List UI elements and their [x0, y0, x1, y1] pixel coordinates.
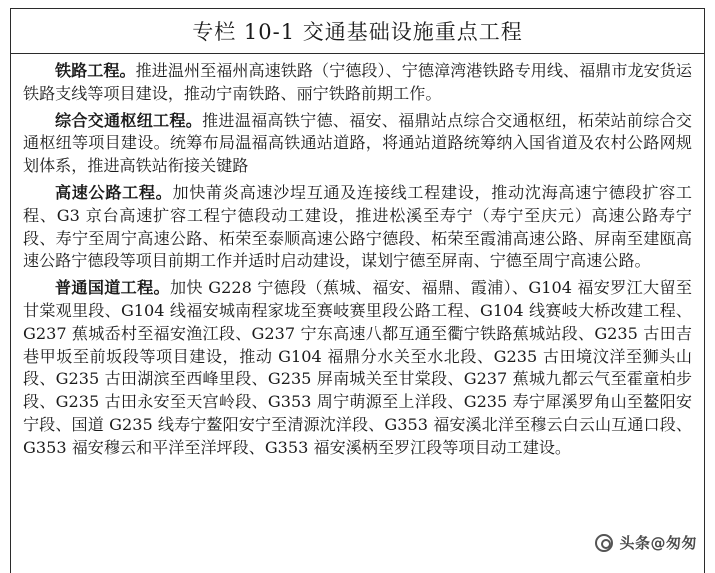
paragraph-text: 推进温州至福州高速铁路（宁德段）、宁德漳湾港铁路专用线、福鼎市龙安货运铁路支线等项目建设，推动宁南铁路、丽宁铁路前期工作。 [23, 61, 692, 103]
paragraph-lead: 高速公路工程。 [55, 183, 172, 202]
paragraph-lead: 普通国道工程。 [55, 278, 170, 297]
watermark-text: 头条@匆匆 [619, 532, 697, 553]
camera-icon [595, 534, 613, 552]
paragraph-expressway [23, 182, 692, 273]
feature-box [10, 8, 705, 573]
paragraph-lead: 铁路工程。 [55, 61, 136, 80]
watermark [591, 531, 701, 554]
paragraph-national-road [23, 277, 692, 459]
paragraph-text: 加快莆炎高速沙埕互通及连接线工程建设，推动沈海高速宁德段扩容工程、G3 京台高速扩容工程宁德段动工建设，推进松溪至寿宁（寿宁至庆元）高速公路寿宁段、寿宁至周宁高速公路、柘荣至泰顺高速公路宁德段、柘荣至霞浦高速公路、屏南至建瓯高速公路宁德段等项目前期工作并适时启动建设，谋划宁德至屏南、宁德至周宁高速公路。 [23, 183, 692, 270]
box-content [11, 54, 704, 460]
paragraph-railway [23, 60, 692, 106]
paragraph-hub [23, 110, 692, 178]
paragraph-text: 加快 G228 宁德段（蕉城、福安、福鼎、霞浦）、G104 福安罗江大留至甘棠观里段、G104 线福安城南程家垅至赛岐赛里段公路工程、G104 线赛岐大桥改建工程、G237 蕉城岙村至福安渔江段、G237 宁东高速八都互通至衢宁铁路蕉城站段、G235 古田吉巷甲坂至前坂段等项目建设，推动 G104 福鼎分水关至水北段、G235 古田境汶洋至狮头山段、G235 古田湖滨至西峰里段、G235 屏南城关至甘棠段、G237 蕉城九都云气至霍童柏步段、G235 古田永安至天宫岭段、G353 周宁萌源至上洋段、G235 寿宁犀溪罗角山至鳌阳安宁段、国道 G235 线寿宁鳌阳安宁至清源沈洋段、G353 福安溪北洋至穆云白云山互通口段、G353 福安穆云和平洋至洋坪段、G353 福安溪柄至罗江段等项目动工建设。 [23, 278, 692, 457]
box-title: 专栏 10-1 交通基础设施重点工程 [11, 9, 704, 54]
paragraph-lead: 综合交通枢纽工程。 [55, 111, 202, 130]
paragraph-text: 推进温福高铁宁德、福安、福鼎站点综合交通枢纽，柘荣站前综合交通枢纽等项目建设。统筹布局温福高铁通站道路，将通站道路统筹纳入国省道及农村公路网规划体系，推进高铁站衔接关键路 [23, 111, 692, 176]
